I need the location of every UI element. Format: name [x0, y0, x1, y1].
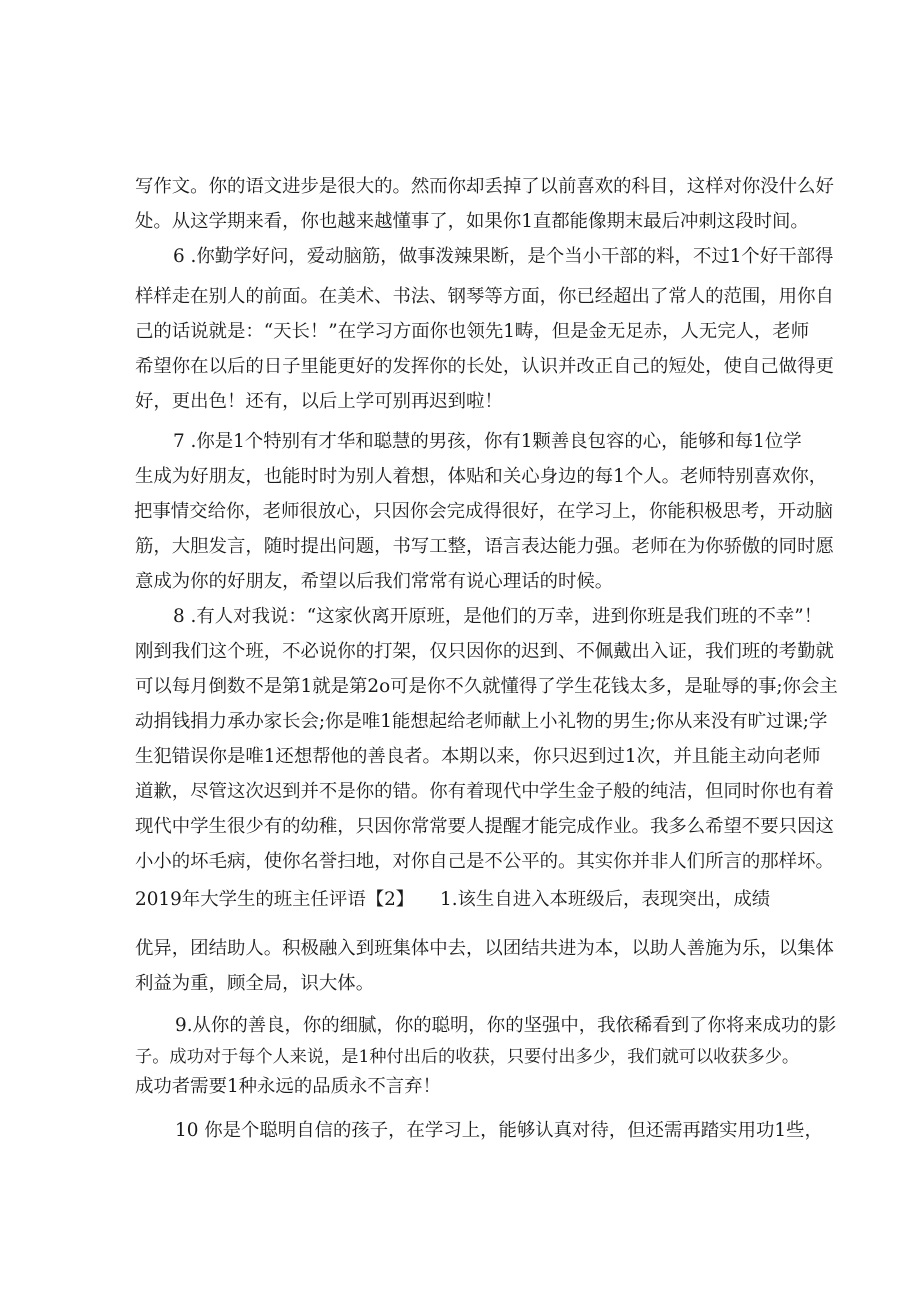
text-line: 可以每月倒数不是第1就是第2o可是你不久就懂得了学生花钱太多，是耻辱的事;你会主	[135, 676, 838, 697]
text-line: 道歉，尽管这次迟到并不是你的错。你有着现代中学生金子般的纯洁，但同时你也有着	[135, 781, 834, 802]
text-line: 子。成功对于每个人来说，是1种付出后的收获，只要付出多少，我们就可以收获多少。	[135, 1047, 800, 1067]
text-line: 己的话说就是：“天长！”在学习方面你也领先1畴，但是金无足赤，人无完人，老师	[135, 321, 810, 342]
text-line: 10 你是个聪明自信的孩子，在学习上，能够认真对待，但还需再踏实用功1些，	[175, 1120, 823, 1141]
text-line: 希望你在以后的日子里能更好的发挥你的长处，认识并改正自己的短处，使自己做得更	[135, 356, 834, 377]
text-line: 意成为你的好朋友，希望以后我们常常有说心理话的时候。	[135, 571, 614, 592]
text-line: 8 .有人对我说：“这家伙离开原班，是他们的万幸，进到你班是我们班的不幸”！	[173, 606, 823, 627]
section-heading: 2019年大学生的班主任评语【2】	[135, 889, 415, 910]
heading-continuation: 1.该生自进入本班级后，表现突出，成绩	[440, 889, 771, 910]
text-line: 小小的坏毛病，使你名誉扫地，对你自己是不公平的。其实你并非人们所言的那样坏。	[135, 851, 834, 872]
text-line: 7 .你是1个特别有才华和聪慧的男孩，你有1颗善良包容的心，能够和每1位学	[173, 431, 802, 452]
text-line: 现代中学生很少有的幼稚，只因你常常要人提醒才能完成作业。我多么希望不要只因这	[135, 816, 834, 837]
text-line: 写作文。你的语文进步是很大的。然而你却丢掉了以前喜欢的科目，这样对你没什么好	[135, 176, 834, 197]
text-line: 动捐钱捐力承办家长会;你是唯1能想起给老师献上小礼物的男生;你从来没有旷过课;学	[135, 711, 828, 732]
text-line: 样样走在别人的前面。在美术、书法、钢琴等方面，你已经超出了常人的范围，用你自	[135, 286, 834, 307]
text-line: 好，更出色！还有，以后上学可别再迟到啦！	[135, 391, 503, 412]
text-line: 生成为好朋友，也能时时为别人着想，体贴和关心身边的每1个人。老师特别喜欢你，	[135, 466, 828, 487]
text-line: 成功者需要1种永远的品质永不言弃！	[135, 1076, 441, 1097]
text-line: 处。从这学期来看，你也越来越懂事了，如果你1直都能像期末最后冲刺这段时间。	[135, 211, 809, 232]
text-line: 把事情交给你，老师很放心，只因你会完成得很好，在学习上，你能积极思考，开动脑	[134, 501, 833, 522]
text-line: 刚到我们这个班，不必说你的打架，仅只因你的迟到、不佩戴出入证，我们班的考勤就	[135, 641, 834, 662]
text-line: 6 .你勤学好问，爱动脑筋，做事泼辣果断，是个当小干部的料，不过1个好干部得	[173, 246, 834, 267]
text-line: 利益为重，顾全局，识大体。	[135, 973, 375, 994]
text-line: 9.从你的善良，你的细腻，你的聪明，你的坚强中，我依稀看到了你将来成功的影	[175, 1015, 837, 1036]
text-line: 生犯错误你是唯1还想帮他的善良者。本期以来，你只迟到过1次，并且能主动向老师	[135, 746, 821, 767]
text-line: 优异，团结助人。积极融入到班集体中去，以团结共进为本，以助人善施为乐，以集体	[135, 938, 834, 959]
text-line: 筋，大胆发言，随时提出问题，书写工整，语言表达能力强。老师在为你骄傲的同时愿	[135, 536, 834, 557]
